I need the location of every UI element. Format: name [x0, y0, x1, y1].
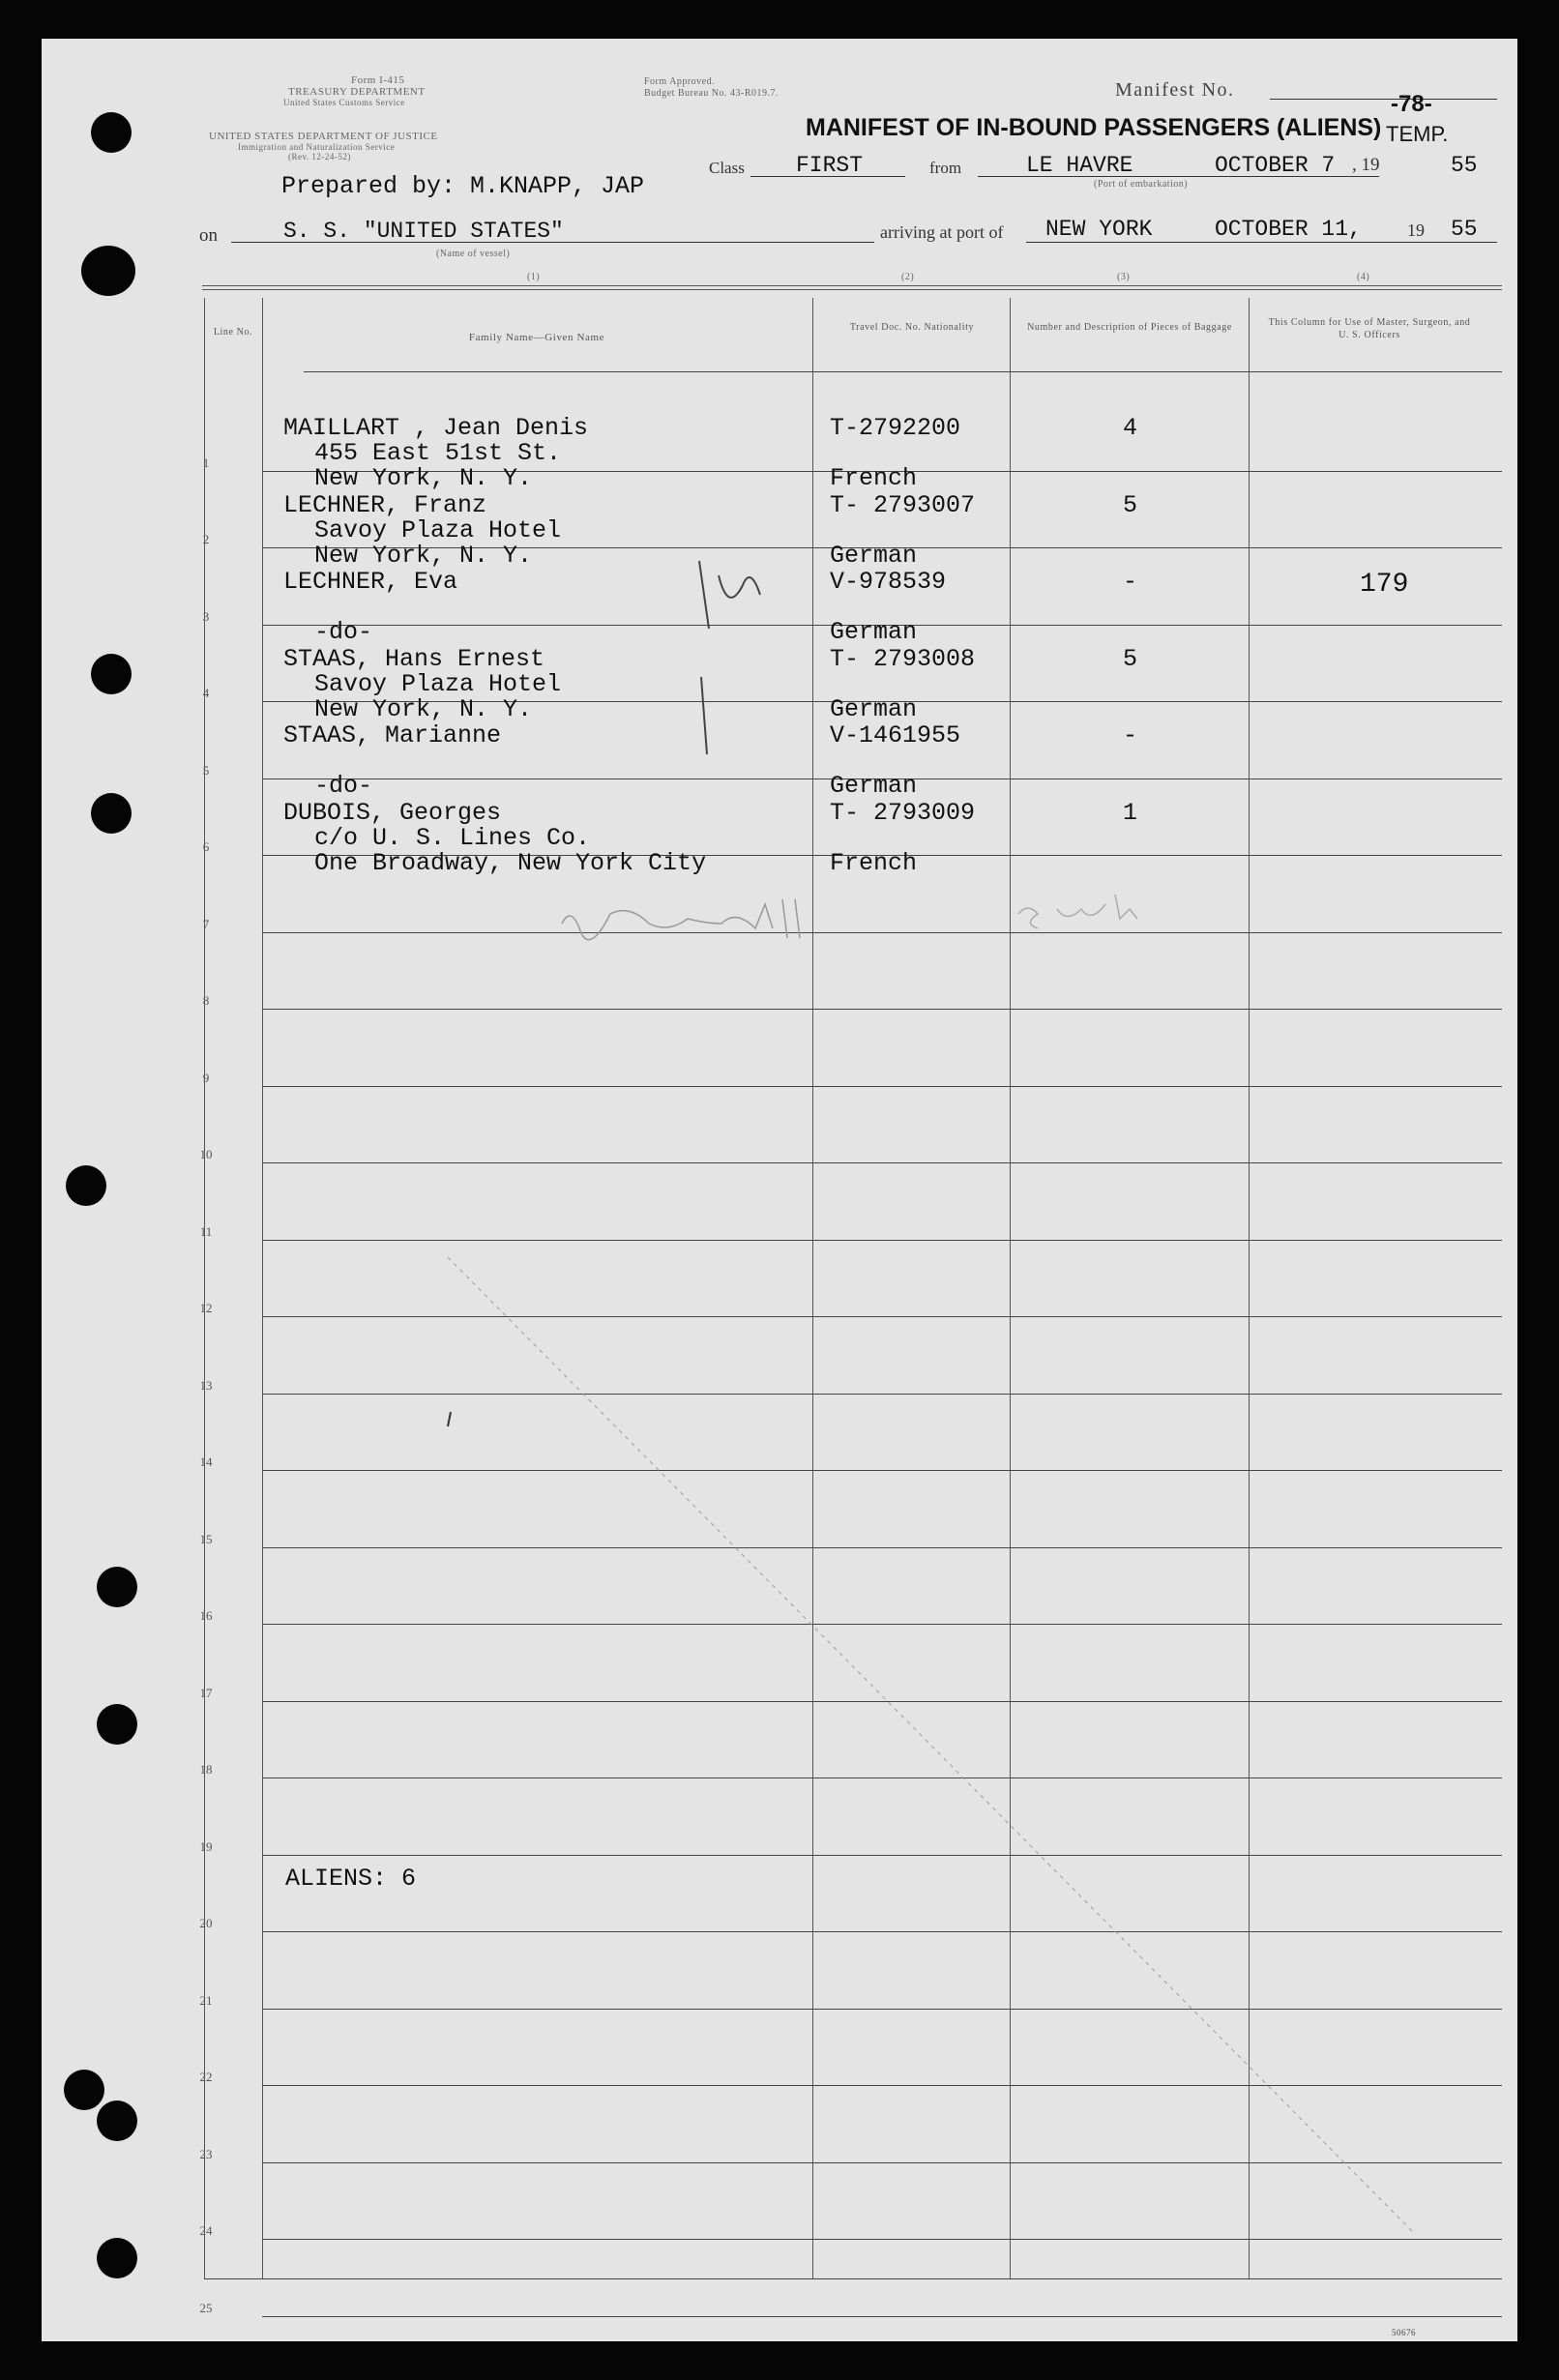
- aliens-total: ALIENS: 6: [285, 1865, 417, 1893]
- passenger-address-line2: One Broadway, New York City: [314, 849, 707, 877]
- line-number: 8: [202, 993, 210, 1008]
- binder-hole: [91, 112, 132, 153]
- line-number: 4: [202, 686, 210, 700]
- pencil-tick: [448, 1412, 451, 1426]
- column-number-2: (2): [901, 272, 915, 282]
- column-number-3: (3): [1117, 272, 1131, 282]
- binder-hole: [97, 1567, 137, 1607]
- class-label: Class: [709, 159, 745, 177]
- form-approved: Form Approved.: [644, 76, 716, 87]
- column-number-4: (4): [1357, 272, 1370, 282]
- travel-doc-number: V-978539: [830, 568, 947, 596]
- travel-doc-number: T- 2793008: [830, 645, 976, 673]
- family-name-header: Family Name—Given Name: [468, 332, 605, 343]
- budget-bureau: Budget Bureau No. 43-R019.7.: [644, 88, 779, 99]
- departure-year-prefix: , 19: [1352, 155, 1380, 175]
- nationality: French: [830, 464, 918, 492]
- passenger-address-line2: -do-: [314, 772, 373, 800]
- line-number: 5: [202, 763, 210, 778]
- line-number: 17: [199, 1686, 213, 1700]
- passenger-address-line1: c/o U. S. Lines Co.: [314, 824, 591, 852]
- vessel-caption: (Name of vessel): [436, 249, 511, 259]
- line-number: 23: [199, 2147, 213, 2161]
- departure-date: OCTOBER 7: [1215, 153, 1336, 178]
- justice-department: UNITED STATES DEPARTMENT OF JUSTICE: [209, 131, 438, 142]
- passenger-address-line2: New York, N. Y.: [314, 695, 533, 723]
- passenger-address-line2: New York, N. Y.: [314, 542, 533, 570]
- baggage-count: 1: [1123, 799, 1138, 827]
- customs-service: United States Customs Service: [283, 98, 405, 107]
- binder-hole: [97, 2101, 137, 2141]
- temp-label: TEMP.: [1386, 122, 1449, 146]
- line-number: 1: [202, 455, 210, 470]
- baggage-count: 5: [1123, 645, 1138, 673]
- departure-year: 55: [1451, 153, 1478, 178]
- passenger-name: LECHNER, Franz: [283, 491, 487, 519]
- passenger-address-line2: -do-: [314, 618, 373, 646]
- passenger-address-line1: Savoy Plaza Hotel: [314, 516, 562, 544]
- passenger-name: LECHNER, Eva: [283, 568, 458, 596]
- binder-hole: [91, 793, 132, 834]
- ins-service: Immigration and Naturalization Service: [238, 142, 396, 152]
- passenger-address-line2: New York, N. Y.: [314, 464, 533, 492]
- passenger-name: STAAS, Marianne: [283, 721, 502, 749]
- line-number: 19: [199, 1839, 213, 1854]
- baggage-header: Number and Description of Pieces of Baggage: [1027, 322, 1232, 333]
- nationality: German: [830, 542, 918, 570]
- vessel-name: S. S. "UNITED STATES": [283, 219, 564, 244]
- port-of-embarkation: LE HAVRE: [1026, 153, 1133, 178]
- manifest-title: MANIFEST OF IN-BOUND PASSENGERS (ALIENS): [806, 114, 1382, 141]
- travel-doc-header: Travel Doc. No. Nationality: [849, 322, 975, 333]
- line-number: 20: [199, 1916, 213, 1930]
- manifest-number: -78-: [1391, 91, 1432, 117]
- arriving-label: arriving at port of: [880, 222, 1004, 242]
- travel-doc-number: T- 2793007: [830, 491, 976, 519]
- binder-hole: [64, 2070, 104, 2110]
- manifest-sheet: [42, 39, 1517, 2341]
- arrival-year: 55: [1451, 217, 1478, 242]
- pencil-note: [1018, 895, 1137, 928]
- arrival-port: NEW YORK: [1045, 217, 1153, 242]
- officer-note: 179: [1360, 570, 1409, 600]
- from-label: from: [929, 159, 962, 177]
- line-number: 11: [199, 1224, 213, 1239]
- binder-hole: [91, 654, 132, 694]
- line-number: 25: [199, 2301, 213, 2315]
- binder-hole: [66, 1165, 106, 1206]
- on-label: on: [199, 225, 218, 246]
- nationality: French: [830, 849, 918, 877]
- binder-hole: [81, 246, 135, 296]
- officers-header: This Column for Use of Master, Surgeon, and U. S. Officers: [1268, 317, 1471, 340]
- line-number: 13: [199, 1378, 213, 1393]
- pencil-initial: [719, 575, 760, 598]
- passenger-name: STAAS, Hans Ernest: [283, 645, 545, 673]
- prepared-by: Prepared by: M.KNAPP, JAP: [281, 172, 645, 200]
- line-no-header: Line No.: [213, 327, 253, 338]
- line-number: 3: [202, 609, 210, 624]
- port-of-embarkation-caption: (Port of embarkation): [1094, 179, 1189, 190]
- travel-doc-number: T- 2793009: [830, 799, 976, 827]
- travel-doc-number: T-2792200: [830, 414, 961, 442]
- pencil-signature: [562, 899, 800, 940]
- line-number: 14: [199, 1454, 213, 1469]
- passenger-name: DUBOIS, Georges: [283, 799, 502, 827]
- nationality: German: [830, 695, 918, 723]
- baggage-count: 4: [1123, 414, 1138, 442]
- class-value: FIRST: [796, 153, 864, 178]
- pencil-diagonal-line: [42, 39, 1517, 2341]
- line-number: 16: [199, 1608, 213, 1623]
- line-number: 6: [202, 839, 210, 854]
- travel-doc-number: V-1461955: [830, 721, 961, 749]
- manifest-no-label: Manifest No.: [1115, 79, 1235, 101]
- baggage-count: -: [1123, 568, 1138, 596]
- line-number: 10: [199, 1147, 213, 1161]
- line-number: 12: [199, 1301, 213, 1315]
- arrival-year-prefix: 19: [1407, 220, 1425, 240]
- arrival-date: OCTOBER 11,: [1215, 217, 1362, 242]
- line-number: 9: [202, 1071, 210, 1085]
- nationality: German: [830, 618, 918, 646]
- passenger-address-line1: 455 East 51st St.: [314, 439, 562, 467]
- pencil-bracket: [701, 677, 707, 754]
- line-number: 21: [199, 1993, 213, 2008]
- line-number: 7: [202, 917, 210, 931]
- line-number: 18: [199, 1762, 213, 1777]
- line-number: 24: [199, 2223, 213, 2238]
- treasury-department: TREASURY DEPARTMENT: [288, 86, 426, 98]
- passenger-name: MAILLART , Jean Denis: [283, 414, 589, 442]
- baggage-count: 5: [1123, 491, 1138, 519]
- pencil-mark: [699, 561, 709, 629]
- binder-hole: [97, 1704, 137, 1745]
- column-number-1: (1): [527, 272, 541, 282]
- passenger-address-line1: Savoy Plaza Hotel: [314, 670, 562, 698]
- line-number: 22: [199, 2070, 213, 2084]
- binder-hole: [97, 2238, 137, 2278]
- line-number: 15: [199, 1532, 213, 1546]
- line-number: 2: [202, 532, 210, 546]
- nationality: German: [830, 772, 918, 800]
- form-number: Form I-415: [351, 74, 405, 86]
- form-revision: (Rev. 12-24-52): [288, 152, 351, 162]
- footer-code: 50676: [1392, 2328, 1416, 2337]
- baggage-count: -: [1123, 721, 1138, 749]
